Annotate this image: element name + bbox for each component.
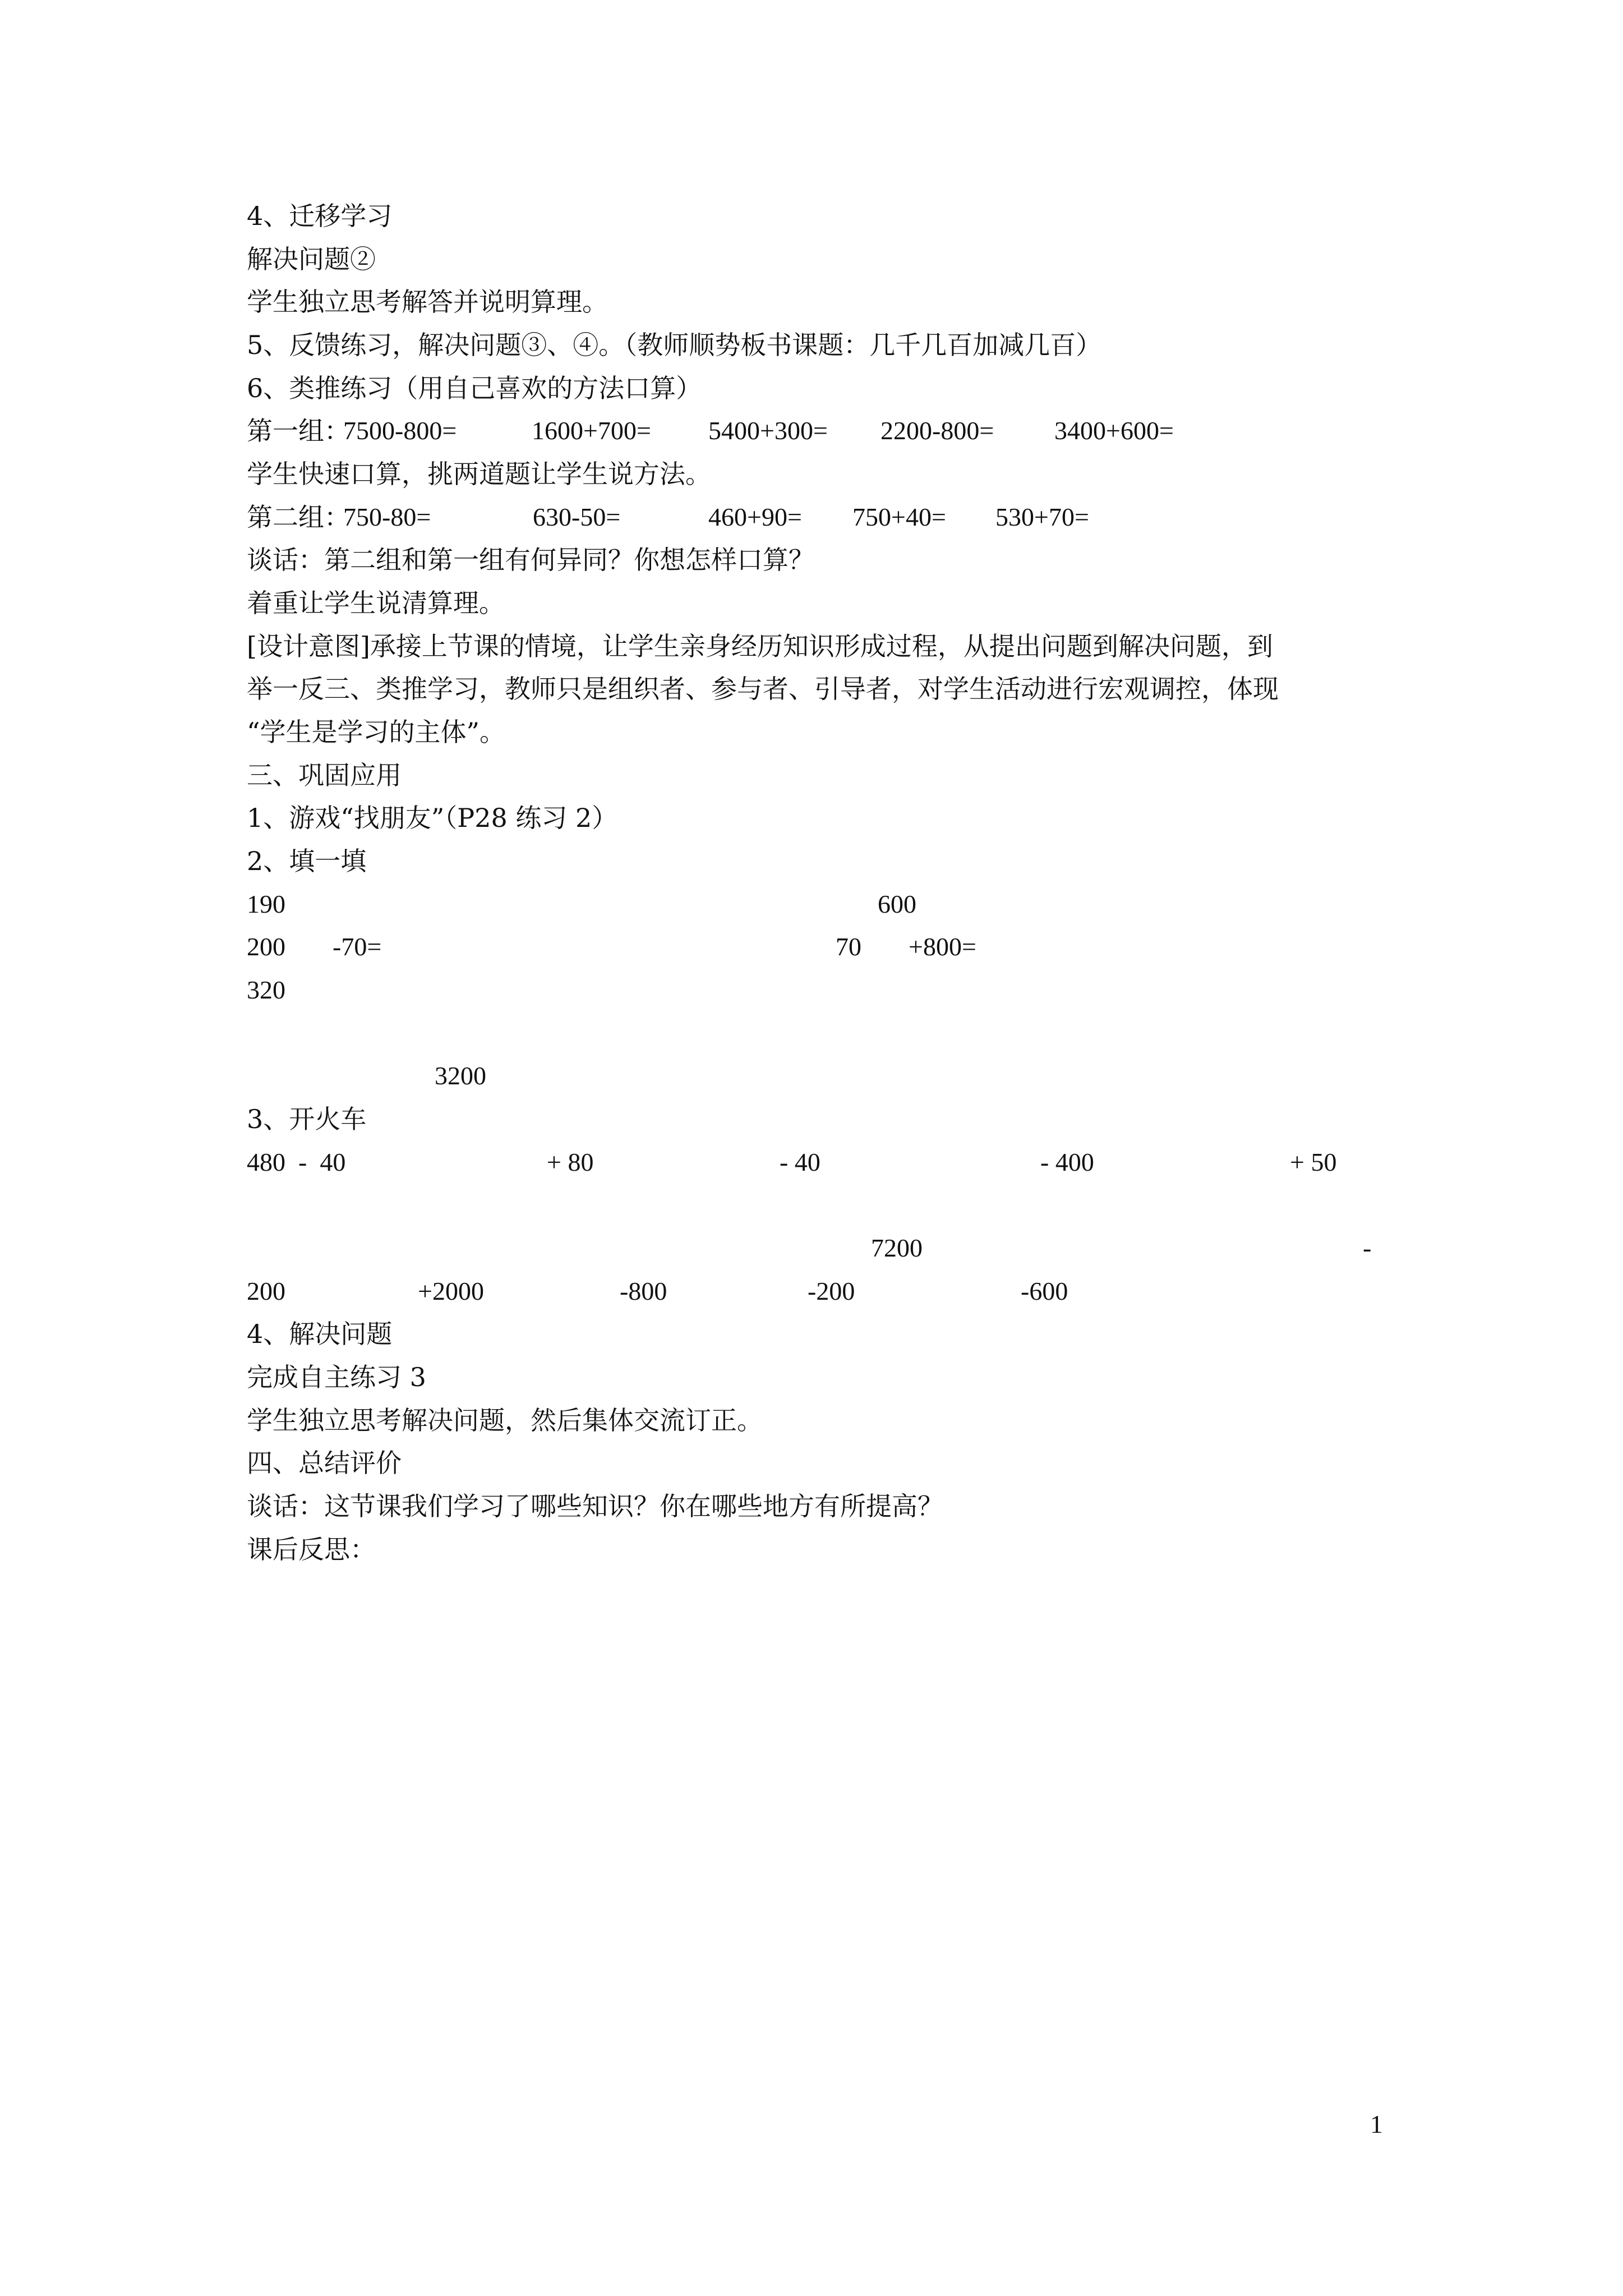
heading-find-friends-game: 1、游戏“找朋友”（P28 练习 2） bbox=[247, 803, 618, 833]
text-design-intent-2: 举一反三、类推学习，教师只是组织者、参与者、引导者，对学生活动进行宏观调控，体现 bbox=[247, 674, 1279, 704]
fill-left-bottom: 320 bbox=[247, 976, 285, 1004]
fill-right-mid: 70 bbox=[836, 932, 861, 961]
train-step: - 40 bbox=[780, 1148, 820, 1176]
fill-left-op: -70= bbox=[333, 932, 382, 961]
heading-summary: 四、总结评价 bbox=[247, 1448, 402, 1478]
text-conversation-compare: 谈话：第二组和第一组有何异同？你想怎样口算？ bbox=[247, 545, 814, 575]
train-dash: - bbox=[1363, 1234, 1372, 1262]
group1-label: 第一组： bbox=[247, 416, 350, 446]
text-problem-2: 解决问题② bbox=[247, 244, 376, 274]
train-start: 7200 bbox=[871, 1234, 923, 1262]
heading-feedback-practice: 5、反馈练习，解决问题③、④。（教师顺势板书课题：几千几百加减几百） bbox=[247, 330, 1102, 360]
group2-item: 460+90= bbox=[708, 503, 802, 531]
heading-consolidation: 三、巩固应用 bbox=[247, 760, 402, 790]
train-step: -800 bbox=[620, 1277, 667, 1305]
heading-solve-problems: 4、解决问题 bbox=[247, 1319, 393, 1349]
heading-fill-in: 2、填一填 bbox=[247, 846, 367, 876]
group1-item: 3400+600= bbox=[1054, 416, 1174, 445]
train-step: 480 - 40 bbox=[247, 1148, 346, 1176]
train-step: + 80 bbox=[547, 1148, 594, 1176]
group1-item: 1600+700= bbox=[532, 416, 651, 445]
heading-transfer-learning: 4、迁移学习 bbox=[247, 201, 393, 231]
heading-train: 3、开火车 bbox=[247, 1104, 367, 1134]
text-design-intent-1: [设计意图]承接上节课的情境，让学生亲身经历知识形成过程，从提出问题到解决问题，到 bbox=[247, 631, 1273, 661]
fill-left-top: 190 bbox=[247, 890, 285, 918]
text-quick-calc: 学生快速口算，挑两道题让学生说方法。 bbox=[247, 459, 711, 489]
group2-item: 630-50= bbox=[533, 503, 621, 531]
train-step: -200 bbox=[808, 1277, 855, 1305]
text-independent-thinking: 学生独立思考解答并说明算理。 bbox=[247, 287, 608, 317]
fill-left-mid: 200 bbox=[247, 932, 285, 961]
fill-right-op: +800= bbox=[909, 932, 976, 961]
group1-item: 5400+300= bbox=[708, 416, 828, 445]
text-design-intent-3: “学生是学习的主体”。 bbox=[247, 717, 506, 747]
group1-item: 2200-800= bbox=[880, 416, 994, 445]
train-step: - 400 bbox=[1040, 1148, 1094, 1176]
text-explain-reasoning: 着重让学生说清算理。 bbox=[247, 588, 505, 618]
group2-item: 750-80= bbox=[343, 503, 431, 531]
train-step: -600 bbox=[1021, 1277, 1068, 1305]
train-step: + 50 bbox=[1290, 1148, 1337, 1176]
text-self-practice: 完成自主练习 3 bbox=[247, 1362, 426, 1392]
group2-item: 750+40= bbox=[852, 503, 946, 531]
text-reflection: 课后反思： bbox=[247, 1534, 376, 1565]
fill-right-top: 600 bbox=[878, 890, 916, 918]
train-step: 200 bbox=[247, 1277, 285, 1305]
fill-bottom: 3200 bbox=[435, 1061, 486, 1090]
group1-item: 7500-800= bbox=[343, 416, 457, 445]
group2-item: 530+70= bbox=[995, 503, 1089, 531]
text-group-correction: 学生独立思考解决问题，然后集体交流订正。 bbox=[247, 1405, 763, 1435]
heading-analogy-practice: 6、类推练习（用自己喜欢的方法口算） bbox=[247, 373, 702, 403]
train-step: +2000 bbox=[418, 1277, 484, 1305]
text-summary-question: 谈话：这节课我们学习了哪些知识？你在哪些地方有所提高？ bbox=[247, 1491, 943, 1521]
page-number: 1 bbox=[1370, 2110, 1383, 2138]
group2-label: 第二组： bbox=[247, 502, 350, 532]
